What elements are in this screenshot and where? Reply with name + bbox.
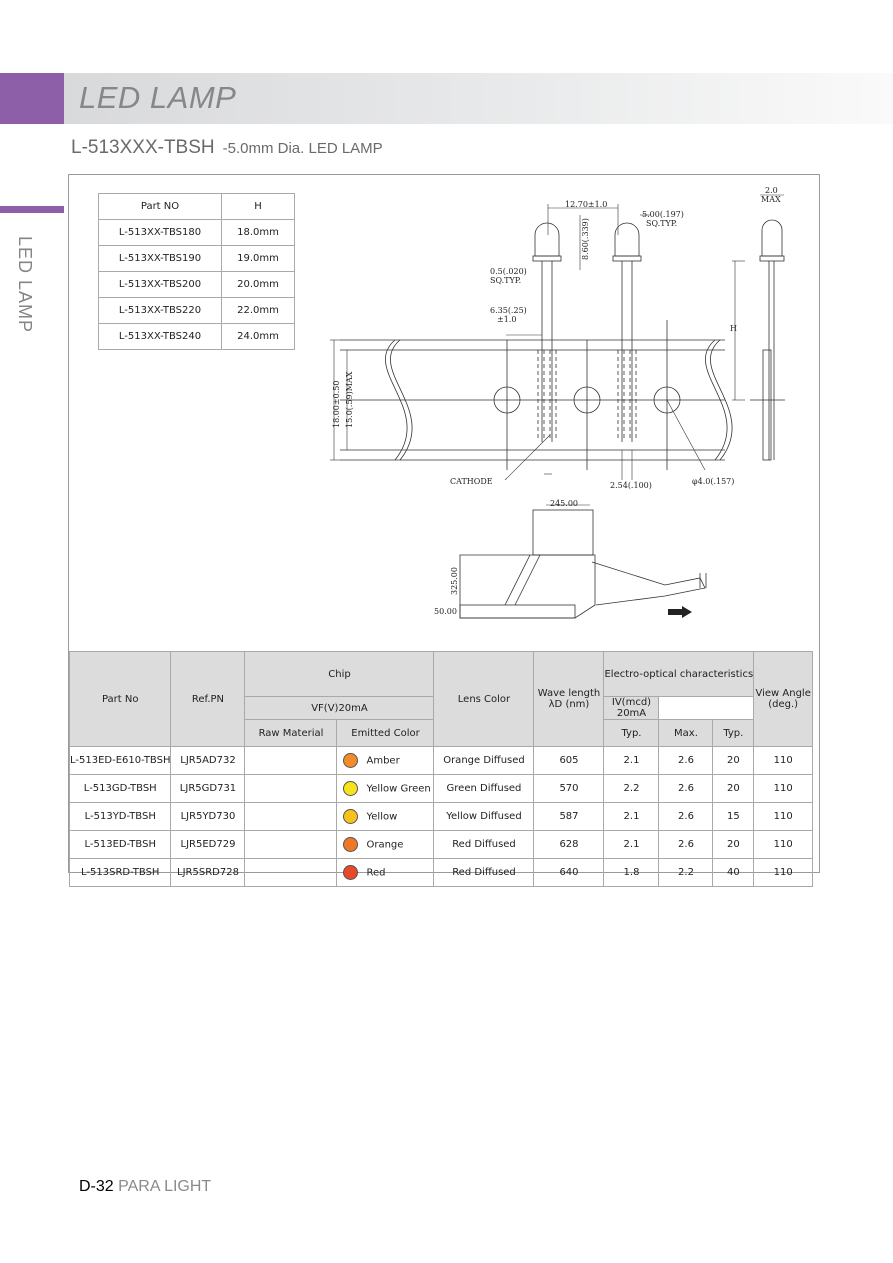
emitted-color-label: Orange bbox=[366, 839, 404, 851]
tape-outline bbox=[340, 320, 732, 470]
drawing-text bbox=[332, 186, 781, 490]
color-swatch-icon bbox=[343, 781, 358, 796]
subtitle bbox=[71, 137, 383, 159]
part-cell: L-513XX-TBS200 bbox=[99, 272, 222, 298]
raw-material-cell bbox=[245, 859, 337, 887]
vf-typ-cell: 2.1 bbox=[604, 747, 659, 775]
lens-color-cell: Yellow Diffused bbox=[434, 803, 534, 831]
page-number: D-32 bbox=[79, 1178, 114, 1195]
color-swatch-icon bbox=[343, 753, 358, 768]
emitted-color-label: Yellow bbox=[366, 811, 398, 823]
dim-label: MAX bbox=[761, 195, 781, 204]
th-iv: IV(mcd) 20mA bbox=[604, 697, 659, 720]
vf-max-cell: 2.6 bbox=[659, 775, 713, 803]
view-angle-cell: 110 bbox=[754, 859, 813, 887]
emitted-color-cell bbox=[337, 803, 434, 831]
packaging-drawing bbox=[434, 499, 706, 618]
ref-pn-cell: LJR5YD730 bbox=[171, 803, 245, 831]
direction-arrow-icon bbox=[668, 606, 692, 618]
view-angle-cell: 110 bbox=[754, 831, 813, 859]
part-no-cell: L-513ED-E610-TBSH bbox=[70, 747, 171, 775]
th-typ: Typ. bbox=[604, 720, 659, 747]
part-table-header: Part NO bbox=[99, 194, 222, 220]
emitted-color-cell bbox=[337, 859, 434, 887]
dim-label: 18.00±0.50 bbox=[332, 380, 341, 428]
footer bbox=[79, 1178, 211, 1196]
part-cell: L-513XX-TBS180 bbox=[99, 220, 222, 246]
emitted-color-cell bbox=[337, 831, 434, 859]
dim-label: 2.54(.100) bbox=[610, 481, 652, 490]
side-label: LED LAMP bbox=[15, 236, 35, 334]
part-table-header: H bbox=[222, 194, 295, 220]
wavelength-cell: 605 bbox=[534, 747, 604, 775]
table-row bbox=[70, 775, 813, 803]
lens-color-cell: Orange Diffused bbox=[434, 747, 534, 775]
lens-color-cell: Green Diffused bbox=[434, 775, 534, 803]
dim-label: 6.35(.25) bbox=[490, 306, 527, 315]
view-angle-cell: 110 bbox=[754, 803, 813, 831]
th-eo: Electro-optical characteristics bbox=[604, 652, 754, 697]
part-table bbox=[98, 193, 295, 350]
vf-typ-cell: 1.8 bbox=[604, 859, 659, 887]
h-cell: 18.0mm bbox=[222, 220, 295, 246]
dim-label: 0.5(.020) bbox=[490, 267, 527, 276]
view-angle-cell: 110 bbox=[754, 747, 813, 775]
wavelength-cell: 640 bbox=[534, 859, 604, 887]
th-wavelength: Wave length λD (nm) bbox=[534, 652, 604, 747]
table-row bbox=[70, 803, 813, 831]
dim-label: 12.70±1.0 bbox=[565, 200, 608, 209]
raw-material-cell bbox=[245, 775, 337, 803]
part-cell: L-513XX-TBS240 bbox=[99, 324, 222, 350]
th-emitted-color: Emitted Color bbox=[337, 720, 434, 747]
reel-label: 245.00 bbox=[550, 499, 578, 508]
mechanical-drawing bbox=[320, 180, 800, 630]
th-vf: VF(V)20mA bbox=[245, 697, 434, 720]
wavelength-cell: 570 bbox=[534, 775, 604, 803]
dim-label: ±1.0 bbox=[497, 315, 517, 324]
color-swatch-icon bbox=[343, 865, 358, 880]
page-title: LED LAMP bbox=[79, 80, 237, 115]
iv-cell: 20 bbox=[713, 747, 754, 775]
raw-material-cell bbox=[245, 803, 337, 831]
dim-label: 15.0(.59)MAX bbox=[345, 371, 354, 428]
lens-color-cell: Red Diffused bbox=[434, 831, 534, 859]
dim-label: φ4.0(.157) bbox=[692, 477, 735, 486]
emitted-color-cell bbox=[337, 747, 434, 775]
th-ref-pn: Ref.PN bbox=[171, 652, 245, 747]
part-no-cell: L-513SRD-TBSH bbox=[70, 859, 171, 887]
wavelength-cell: 587 bbox=[534, 803, 604, 831]
wavelength-cell: 628 bbox=[534, 831, 604, 859]
h-cell: 19.0mm bbox=[222, 246, 295, 272]
cathode-label: CATHODE bbox=[450, 477, 493, 486]
th-part-no: Part No bbox=[70, 652, 171, 747]
table-row bbox=[70, 747, 813, 775]
led-front-view bbox=[533, 223, 561, 442]
raw-material-cell bbox=[245, 747, 337, 775]
brand-name: PARA LIGHT bbox=[118, 1178, 212, 1195]
color-swatch-icon bbox=[343, 837, 358, 852]
iv-cell: 40 bbox=[713, 859, 754, 887]
ref-pn-cell: LJR5ED729 bbox=[171, 831, 245, 859]
iv-cell: 20 bbox=[713, 831, 754, 859]
lens-color-cell: Red Diffused bbox=[434, 859, 534, 887]
vf-typ-cell: 2.2 bbox=[604, 775, 659, 803]
dim-label: SQ.TYP. bbox=[490, 276, 522, 285]
dimension-lines bbox=[330, 195, 784, 480]
led-front-view-2 bbox=[613, 223, 641, 442]
header-accent bbox=[0, 73, 64, 124]
vf-typ-cell: 2.1 bbox=[604, 803, 659, 831]
th-view-angle: View Angle (deg.) bbox=[754, 652, 813, 747]
dim-label: 5.00(.197) bbox=[642, 210, 684, 219]
emitted-color-label: Yellow Green bbox=[366, 783, 431, 795]
raw-material-cell bbox=[245, 831, 337, 859]
vf-max-cell: 2.6 bbox=[659, 747, 713, 775]
th-typ2: Typ. bbox=[713, 720, 754, 747]
color-swatch-icon bbox=[343, 809, 358, 824]
vf-typ-cell: 2.1 bbox=[604, 831, 659, 859]
table-row bbox=[70, 859, 813, 887]
emitted-color-label: Red bbox=[366, 867, 386, 879]
ref-pn-cell: LJR5GD731 bbox=[171, 775, 245, 803]
part-cell: L-513XX-TBS220 bbox=[99, 298, 222, 324]
dim-label: 2.0 bbox=[765, 186, 778, 195]
iv-cell: 15 bbox=[713, 803, 754, 831]
vf-max-cell: 2.6 bbox=[659, 803, 713, 831]
h-cell: 22.0mm bbox=[222, 298, 295, 324]
dim-label: H bbox=[730, 324, 737, 333]
led-side-view bbox=[750, 220, 785, 460]
iv-cell: 20 bbox=[713, 775, 754, 803]
part-cell: L-513XX-TBS190 bbox=[99, 246, 222, 272]
emitted-color-cell bbox=[337, 775, 434, 803]
h-cell: 24.0mm bbox=[222, 324, 295, 350]
th-max: Max. bbox=[659, 720, 713, 747]
ref-pn-cell: LJR5AD732 bbox=[171, 747, 245, 775]
th-lens-color: Lens Color bbox=[434, 652, 534, 747]
part-no-cell: L-513YD-TBSH bbox=[70, 803, 171, 831]
h-cell: 20.0mm bbox=[222, 272, 295, 298]
emitted-color-label: Amber bbox=[366, 755, 400, 767]
vf-max-cell: 2.2 bbox=[659, 859, 713, 887]
ref-pn-cell: LJR5SRD728 bbox=[171, 859, 245, 887]
th-raw-material: Raw Material bbox=[245, 720, 337, 747]
table-row bbox=[70, 831, 813, 859]
vf-max-cell: 2.6 bbox=[659, 831, 713, 859]
dim-label: SQ.TYP. bbox=[646, 219, 678, 228]
reel-label: 325.00 bbox=[450, 567, 459, 595]
part-no-cell: L-513GD-TBSH bbox=[70, 775, 171, 803]
side-accent bbox=[0, 206, 64, 213]
part-no-cell: L-513ED-TBSH bbox=[70, 831, 171, 859]
model-description: -5.0mm Dia. LED LAMP bbox=[222, 140, 383, 157]
th-chip: Chip bbox=[245, 652, 434, 697]
dim-label: 8.60(.339) bbox=[581, 218, 590, 260]
reel-label: 50.00 bbox=[434, 607, 457, 616]
characteristics-table bbox=[69, 651, 813, 887]
model-name: L-513XXX-TBSH bbox=[71, 137, 215, 158]
view-angle-cell: 110 bbox=[754, 775, 813, 803]
